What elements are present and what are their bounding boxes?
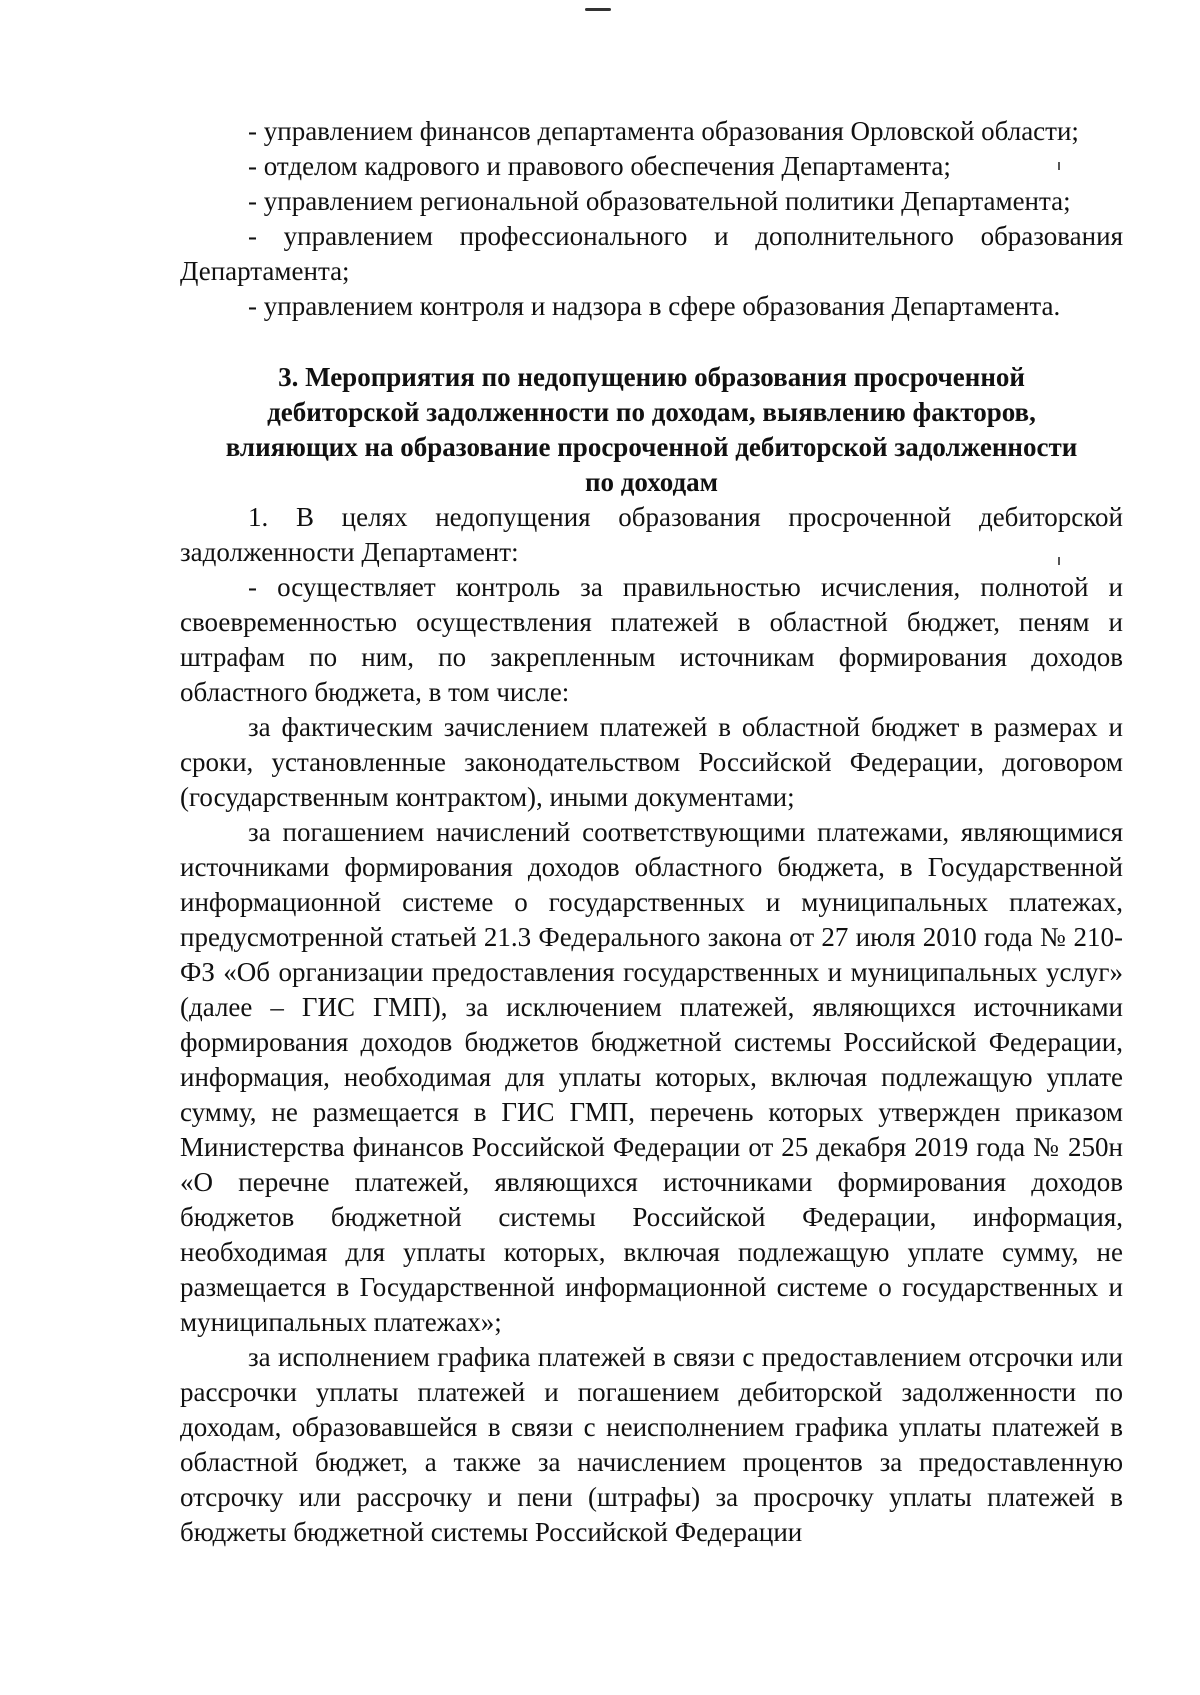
list-item: - управлением финансов департамента образования Орловской области;: [248, 116, 1079, 146]
paragraph: за фактическим зачислением платежей в областной бюджет в размерах и сроки, установленные законодательством Российской Федерации, договором (государственным контрактом), иными документами;: [180, 712, 1123, 812]
list-item: - управлением региональной образовательной политики Департамента;: [248, 186, 1071, 216]
section-heading-line: влияющих на образование просроченной дебиторской задолженности: [225, 432, 1078, 462]
list-item: - управлением профессионального и дополнительного образования Департамента;: [180, 221, 1123, 286]
paragraph: за погашением начислений соответствующими платежами, являющимися источниками формирования доходов областного бюджета, в Государственной информационной системе о государственных и муниципальных платежах, предусмотренной статьей 21.3 Федерального закона от 27 июля 2010 года № 210-ФЗ «Об организации предоставления государственных и муниципальных услуг» (далее – ГИС ГМП), за исключением платежей, являющихся источниками формирования доходов бюджетов бюджетной системы Российской Федерации, информация, необходимая для уплаты которых, включая подлежащую уплате сумму, не размещается в ГИС ГМП, перечень которых утвержден приказом Министерства финансов Российской Федерации от 25 декабря 2019 года № 250н «О перечне платежей, являющихся источниками формирования доходов бюджетов бюджетной системы Российской Федерации, информация, необходимая для уплаты которых, включая подлежащую уплате сумму, не размещается в Государственной информационной системе о государственных и муниципальных платежах»;: [180, 817, 1123, 1337]
section-heading: [180, 360, 1123, 500]
units-list: [180, 114, 1123, 324]
paragraph: 1. В целях недопущения образования просроченной дебиторской задолженности Департамент:: [180, 502, 1123, 567]
section-heading-line: 3. Мероприятия по недопущению образования просроченной: [278, 362, 1025, 392]
list-item: - управлением контроля и надзора в сфере образования Департамента.: [248, 291, 1061, 321]
section-body: [180, 500, 1123, 1550]
scan-mark: [585, 8, 611, 11]
paragraph: за исполнением графика платежей в связи с предоставлением отсрочки или рассрочки уплаты платежей и погашением дебиторской задолженности по доходам, образовавшейся в связи с неисполнением графика уплаты платежей в областной бюджет, а также за начислением процентов за предоставленную отсрочку или рассрочку и пени (штрафы) за просрочку уплаты платежей в бюджеты бюджетной системы Российской Федерации: [180, 1342, 1123, 1547]
section-heading-line: по доходам: [584, 467, 719, 497]
list-item: - отделом кадрового и правового обеспечения Департамента;: [248, 151, 951, 181]
section-heading-line: дебиторской задолженности по доходам, выявлению факторов,: [267, 397, 1036, 427]
paragraph: - осуществляет контроль за правильностью исчисления, полнотой и своевременностью осуществления платежей в областной бюджет, пеням и штрафам по ним, по закрепленным источникам формирования доходов областного бюджета, в том числе:: [180, 572, 1123, 707]
